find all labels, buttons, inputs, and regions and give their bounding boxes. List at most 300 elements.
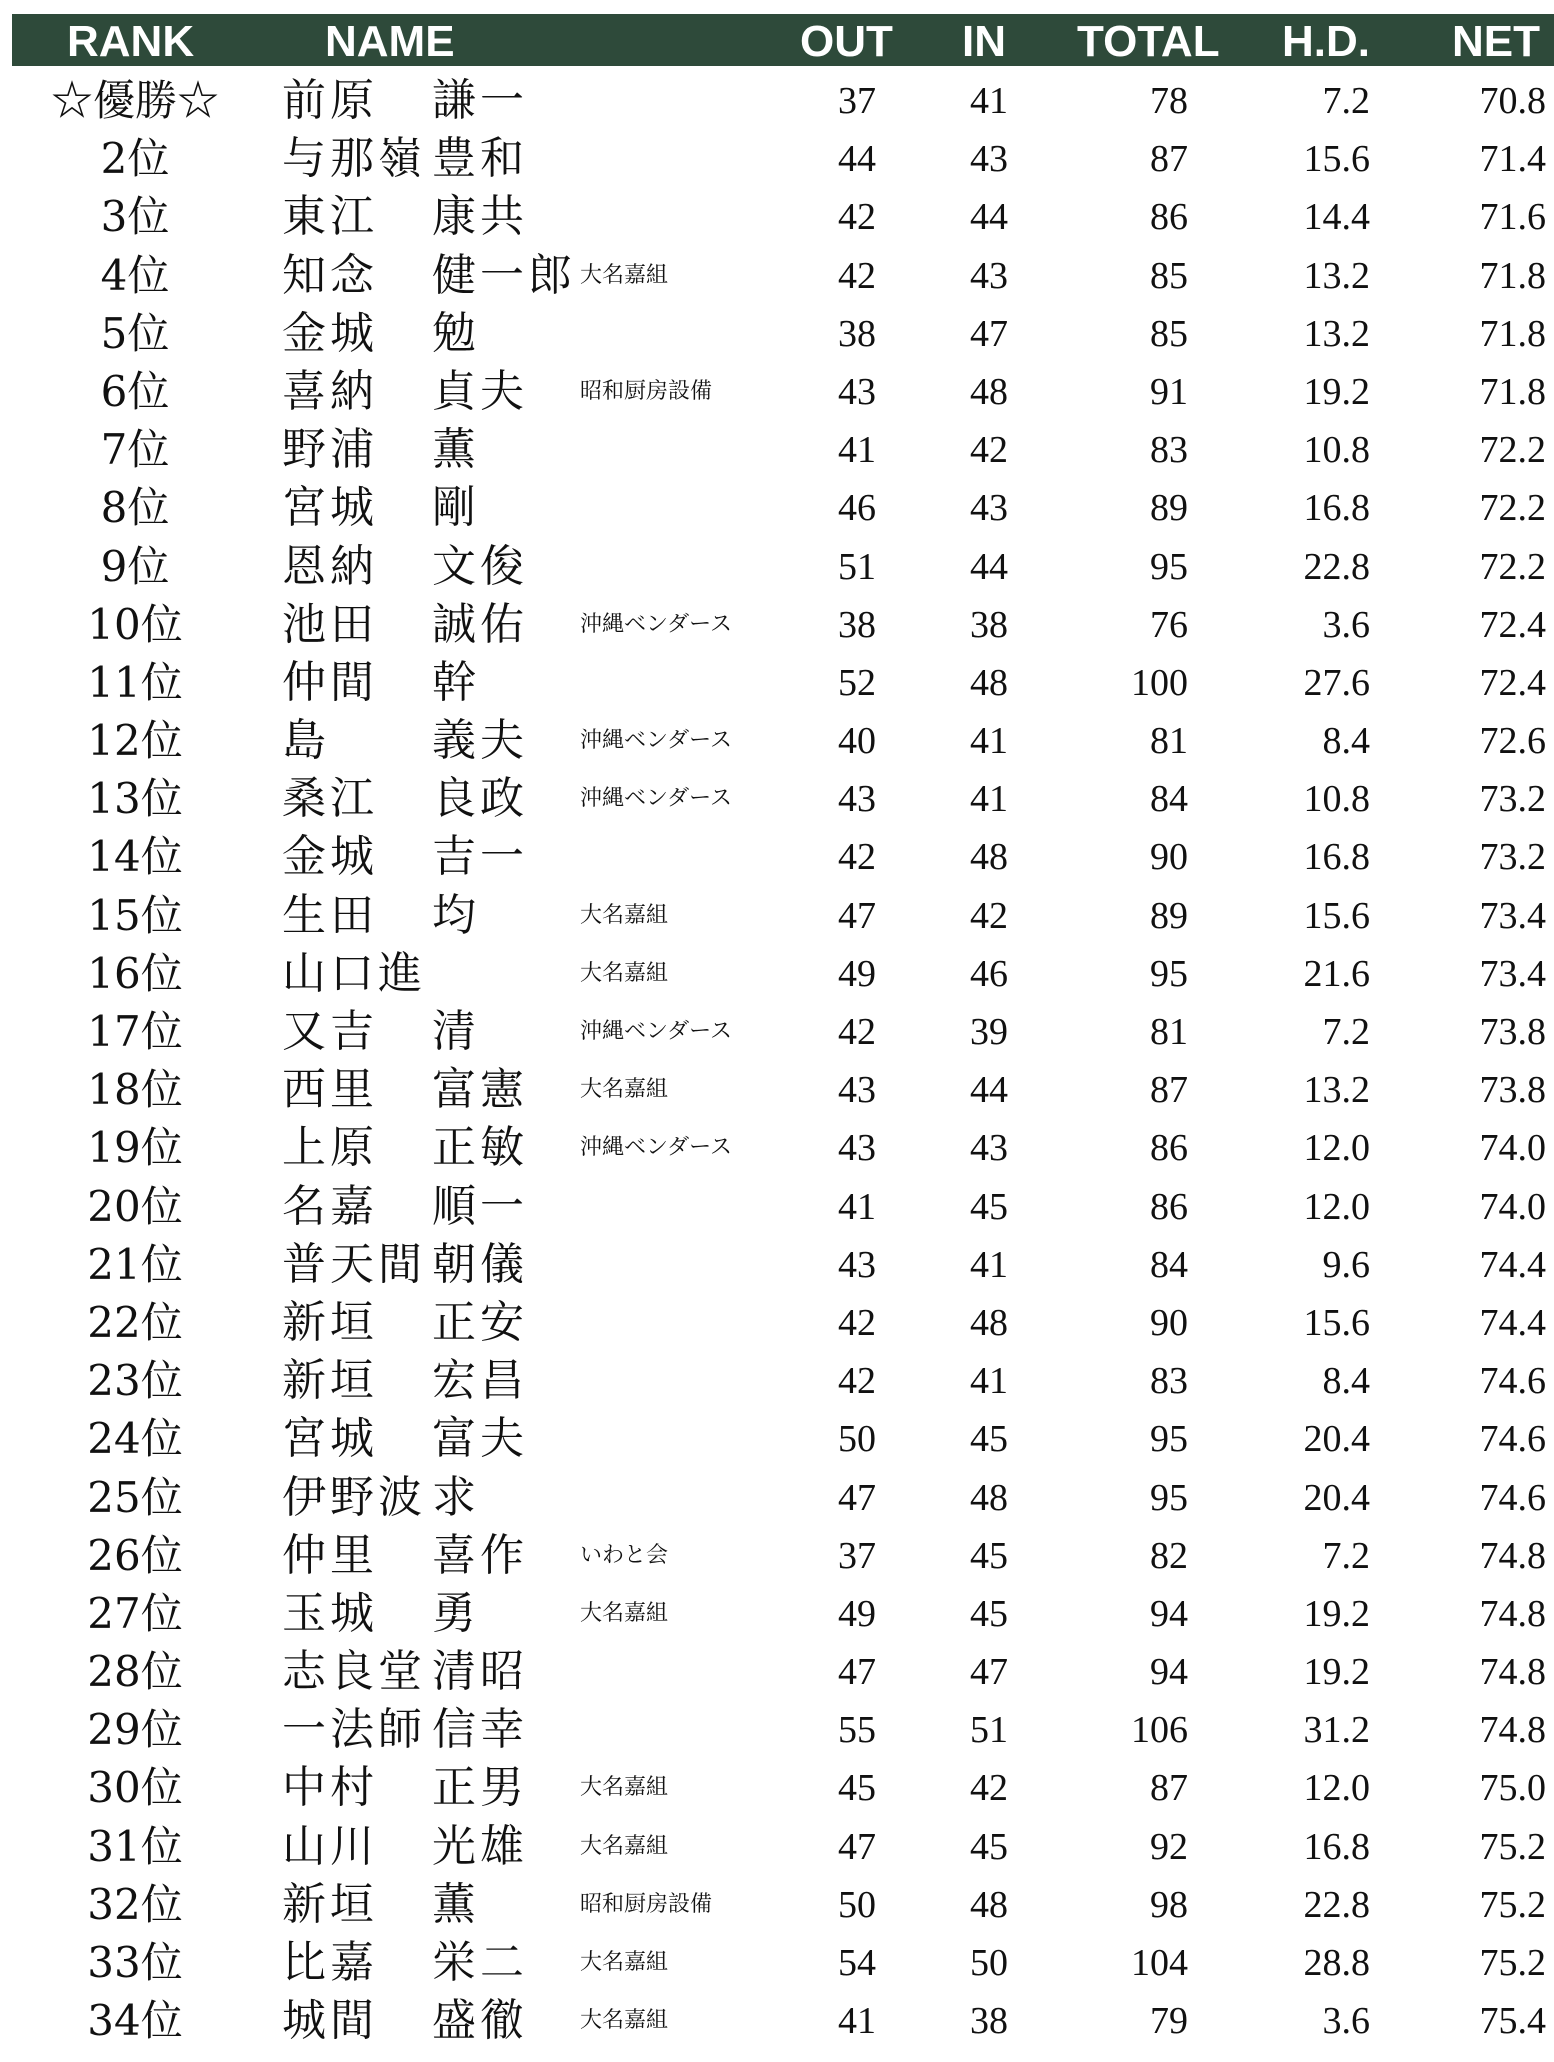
header-rank: RANK bbox=[67, 17, 195, 66]
table-row bbox=[0, 130, 1554, 188]
in-score-cell: 47 bbox=[970, 312, 1008, 355]
net-score-cell: 74.4 bbox=[1479, 1301, 1546, 1344]
out-score-cell: 49 bbox=[838, 952, 876, 995]
handicap-cell: 19.2 bbox=[1303, 1592, 1370, 1635]
net-score-cell: 74.0 bbox=[1479, 1127, 1546, 1170]
table-row bbox=[0, 1061, 1554, 1119]
handicap-cell: 28.8 bbox=[1303, 1942, 1370, 1984]
surname-cell: 野浦 bbox=[282, 424, 378, 476]
net-score-cell: 73.8 bbox=[1479, 1011, 1546, 1053]
total-score-cell: 86 bbox=[1150, 1185, 1188, 1228]
rank-cell: 17位 bbox=[87, 1007, 183, 1056]
in-score-cell: 38 bbox=[970, 2000, 1008, 2043]
out-score-cell: 42 bbox=[838, 836, 876, 879]
net-score-cell: 75.4 bbox=[1479, 2000, 1546, 2043]
handicap-cell: 15.6 bbox=[1303, 138, 1370, 181]
in-score-cell: 48 bbox=[970, 1883, 1008, 1926]
total-score-cell: 83 bbox=[1150, 429, 1188, 472]
rank-cell: 15位 bbox=[87, 890, 183, 940]
out-score-cell: 41 bbox=[838, 429, 876, 472]
in-score-cell: 43 bbox=[970, 254, 1008, 297]
total-score-cell: 95 bbox=[1150, 1476, 1188, 1519]
given-name-cell: 薫 bbox=[432, 424, 480, 476]
surname-cell: 新垣 bbox=[282, 1878, 378, 1930]
table-row bbox=[0, 1178, 1554, 1236]
given-name-cell: 清 bbox=[432, 1006, 480, 1057]
rank-cell: 26位 bbox=[87, 1530, 183, 1580]
handicap-cell: 20.4 bbox=[1303, 1476, 1370, 1519]
surname-cell: 池田 bbox=[282, 598, 378, 650]
in-score-cell: 42 bbox=[970, 429, 1008, 472]
table-row bbox=[0, 1818, 1554, 1876]
net-score-cell: 72.4 bbox=[1479, 603, 1546, 646]
net-score-cell: 73.2 bbox=[1479, 836, 1546, 879]
net-score-cell: 75.0 bbox=[1479, 1767, 1546, 1810]
organization-cell: 大名嘉組 bbox=[580, 902, 669, 928]
surname-cell: 志良堂 bbox=[282, 1646, 426, 1698]
given-name-cell: 正敏 bbox=[432, 1122, 528, 1174]
table-row bbox=[0, 770, 1554, 828]
net-score-cell: 74.8 bbox=[1479, 1709, 1546, 1752]
in-score-cell: 42 bbox=[970, 894, 1008, 937]
out-score-cell: 43 bbox=[838, 1243, 876, 1286]
total-score-cell: 86 bbox=[1150, 196, 1188, 239]
net-score-cell: 72.6 bbox=[1479, 720, 1546, 763]
header-in: IN bbox=[962, 17, 1006, 66]
handicap-cell: 3.6 bbox=[1322, 603, 1370, 646]
out-score-cell: 42 bbox=[838, 1301, 876, 1344]
given-name-cell: 康共 bbox=[432, 191, 528, 243]
surname-cell: 与那嶺 bbox=[282, 133, 426, 185]
in-score-cell: 38 bbox=[970, 603, 1008, 646]
handicap-cell: 15.6 bbox=[1303, 894, 1370, 937]
table-row bbox=[0, 596, 1554, 654]
header-name: NAME bbox=[325, 17, 455, 66]
in-score-cell: 51 bbox=[970, 1709, 1008, 1752]
net-score-cell: 74.8 bbox=[1479, 1651, 1546, 1694]
net-score-cell: 74.6 bbox=[1479, 1360, 1546, 1403]
total-score-cell: 81 bbox=[1150, 720, 1188, 763]
table-row bbox=[0, 538, 1554, 596]
out-score-cell: 43 bbox=[838, 370, 876, 413]
surname-cell: 桑江 bbox=[282, 773, 378, 825]
rank-cell: 7位 bbox=[100, 425, 170, 475]
total-score-cell: 84 bbox=[1150, 778, 1188, 821]
out-score-cell: 54 bbox=[838, 1942, 876, 1984]
out-score-cell: 41 bbox=[838, 2000, 876, 2043]
net-score-cell: 74.6 bbox=[1479, 1476, 1546, 1519]
total-score-cell: 82 bbox=[1150, 1534, 1188, 1577]
rank-cell: 3位 bbox=[100, 192, 170, 242]
in-score-cell: 43 bbox=[970, 487, 1008, 530]
rank-cell: 21位 bbox=[87, 1239, 183, 1289]
surname-cell: 知念 bbox=[282, 249, 378, 301]
surname-cell: 新垣 bbox=[282, 1355, 378, 1407]
net-score-cell: 71.6 bbox=[1479, 196, 1546, 239]
organization-cell: いわと会 bbox=[580, 1542, 669, 1568]
given-name-cell: 良政 bbox=[432, 773, 528, 825]
in-score-cell: 45 bbox=[970, 1185, 1008, 1228]
organization-cell: 昭和厨房設備 bbox=[580, 378, 713, 404]
total-score-cell: 85 bbox=[1150, 312, 1188, 355]
total-score-cell: 78 bbox=[1150, 80, 1188, 122]
out-score-cell: 43 bbox=[838, 1069, 876, 1112]
surname-cell: 恩納 bbox=[282, 540, 378, 592]
handicap-cell: 8.4 bbox=[1322, 1360, 1370, 1403]
organization-cell: 大名嘉組 bbox=[580, 1775, 669, 1801]
given-name-cell: 朝儀 bbox=[432, 1238, 528, 1290]
rank-cell: 9位 bbox=[100, 541, 170, 591]
handicap-cell: 19.2 bbox=[1303, 1651, 1370, 1694]
handicap-cell: 12.0 bbox=[1303, 1127, 1370, 1170]
surname-cell: 新垣 bbox=[282, 1296, 378, 1348]
total-score-cell: 90 bbox=[1150, 836, 1188, 879]
out-score-cell: 52 bbox=[838, 661, 876, 704]
given-name-cell: 義夫 bbox=[432, 715, 528, 767]
handicap-cell: 12.0 bbox=[1303, 1185, 1370, 1228]
table-row bbox=[0, 1527, 1554, 1585]
in-score-cell: 43 bbox=[970, 1127, 1008, 1170]
rank-cell: 8位 bbox=[100, 483, 170, 533]
total-score-cell: 95 bbox=[1150, 545, 1188, 588]
in-score-cell: 42 bbox=[970, 1767, 1008, 1810]
handicap-cell: 7.2 bbox=[1322, 80, 1370, 122]
given-name-cell: 文俊 bbox=[432, 540, 528, 592]
out-score-cell: 43 bbox=[838, 778, 876, 821]
total-score-cell: 87 bbox=[1150, 1767, 1188, 1810]
surname-cell: 一法師 bbox=[282, 1704, 426, 1756]
given-name-cell: 順一 bbox=[432, 1180, 528, 1232]
table-row bbox=[0, 1934, 1554, 1992]
table-row bbox=[0, 363, 1554, 421]
table-row bbox=[0, 1701, 1554, 1759]
rank-cell: 25位 bbox=[87, 1472, 183, 1522]
handicap-cell: 22.8 bbox=[1303, 1883, 1370, 1926]
handicap-cell: 13.2 bbox=[1303, 312, 1370, 355]
in-score-cell: 48 bbox=[970, 836, 1008, 879]
given-name-cell: 信幸 bbox=[432, 1704, 528, 1756]
table-row bbox=[0, 421, 1554, 479]
in-score-cell: 41 bbox=[970, 80, 1008, 122]
given-name-cell: 光雄 bbox=[432, 1820, 528, 1872]
surname-cell: 中村 bbox=[282, 1762, 378, 1814]
in-score-cell: 45 bbox=[970, 1534, 1008, 1577]
net-score-cell: 71.8 bbox=[1479, 312, 1546, 355]
total-score-cell: 89 bbox=[1150, 894, 1188, 937]
net-score-cell: 72.4 bbox=[1479, 661, 1546, 704]
in-score-cell: 44 bbox=[970, 545, 1008, 588]
net-score-cell: 71.4 bbox=[1479, 138, 1546, 181]
in-score-cell: 48 bbox=[970, 661, 1008, 704]
table-row bbox=[0, 1410, 1554, 1468]
table-row bbox=[0, 479, 1554, 537]
total-score-cell: 87 bbox=[1150, 138, 1188, 181]
table-row bbox=[0, 247, 1554, 305]
rank-cell: 5位 bbox=[100, 308, 170, 358]
net-score-cell: 72.2 bbox=[1479, 487, 1546, 530]
table-row bbox=[0, 1759, 1554, 1817]
in-score-cell: 45 bbox=[970, 1825, 1008, 1868]
rank-cell: 14位 bbox=[87, 832, 183, 882]
in-score-cell: 47 bbox=[970, 1651, 1008, 1694]
out-score-cell: 42 bbox=[838, 1011, 876, 1053]
table-row bbox=[0, 654, 1554, 712]
table-row bbox=[0, 1119, 1554, 1177]
organization-cell: 大名嘉組 bbox=[580, 960, 669, 986]
net-score-cell: 74.8 bbox=[1479, 1534, 1546, 1577]
surname-cell: 西里 bbox=[282, 1064, 378, 1116]
rank-cell: 4位 bbox=[100, 250, 170, 300]
handicap-cell: 9.6 bbox=[1322, 1243, 1370, 1286]
table-row bbox=[0, 1876, 1554, 1934]
surname-cell: 上原 bbox=[282, 1122, 378, 1174]
rank-cell: 20位 bbox=[87, 1181, 183, 1231]
out-score-cell: 38 bbox=[838, 603, 876, 646]
total-score-cell: 95 bbox=[1150, 1418, 1188, 1461]
out-score-cell: 43 bbox=[838, 1127, 876, 1170]
given-name-cell: 剛 bbox=[432, 482, 480, 534]
handicap-cell: 21.6 bbox=[1303, 952, 1370, 995]
header-total: TOTAL bbox=[1077, 17, 1220, 66]
out-score-cell: 38 bbox=[838, 312, 876, 355]
given-name-cell: 盛徹 bbox=[432, 1995, 528, 2047]
table-row bbox=[0, 1236, 1554, 1294]
organization-cell: 大名嘉組 bbox=[580, 1833, 669, 1859]
handicap-cell: 20.4 bbox=[1303, 1418, 1370, 1461]
surname-cell: 宮城 bbox=[282, 482, 378, 534]
total-score-cell: 76 bbox=[1150, 603, 1188, 646]
rank-cell: 22位 bbox=[87, 1297, 183, 1347]
handicap-cell: 13.2 bbox=[1303, 1069, 1370, 1112]
table-row bbox=[0, 72, 1554, 130]
organization-cell: 大名嘉組 bbox=[580, 1600, 669, 1626]
surname-cell: 仲間 bbox=[282, 656, 378, 708]
given-name-cell: 正安 bbox=[432, 1296, 528, 1348]
total-score-cell: 79 bbox=[1150, 2000, 1188, 2043]
given-name-cell: 豊和 bbox=[432, 133, 528, 185]
in-score-cell: 48 bbox=[970, 1301, 1008, 1344]
out-score-cell: 40 bbox=[838, 720, 876, 763]
in-score-cell: 39 bbox=[970, 1011, 1008, 1053]
out-score-cell: 49 bbox=[838, 1592, 876, 1635]
given-name-cell: 求 bbox=[432, 1471, 480, 1523]
handicap-cell: 7.2 bbox=[1322, 1534, 1370, 1577]
table-row bbox=[0, 887, 1554, 945]
out-score-cell: 50 bbox=[838, 1418, 876, 1461]
in-score-cell: 43 bbox=[970, 138, 1008, 181]
out-score-cell: 45 bbox=[838, 1767, 876, 1810]
table-row bbox=[0, 1585, 1554, 1643]
organization-cell: 昭和厨房設備 bbox=[580, 1891, 713, 1917]
rank-cell: 29位 bbox=[87, 1705, 183, 1755]
rank-cell: 23位 bbox=[87, 1356, 183, 1406]
table-row bbox=[0, 305, 1554, 363]
organization-cell: 沖縄ベンダース bbox=[580, 1019, 733, 1044]
net-score-cell: 71.8 bbox=[1479, 254, 1546, 297]
table-row bbox=[0, 1643, 1554, 1701]
surname-cell: 山川 bbox=[282, 1820, 378, 1872]
out-score-cell: 42 bbox=[838, 196, 876, 239]
rank-cell: 32位 bbox=[87, 1879, 183, 1929]
rank-cell: 16位 bbox=[87, 948, 183, 998]
out-score-cell: 37 bbox=[838, 1534, 876, 1577]
total-score-cell: 81 bbox=[1150, 1011, 1188, 1053]
total-score-cell: 91 bbox=[1150, 370, 1188, 413]
rank-cell: ☆優勝☆ bbox=[50, 76, 219, 125]
table-row bbox=[0, 188, 1554, 246]
net-score-cell: 74.8 bbox=[1479, 1592, 1546, 1635]
organization-cell: 沖縄ベンダース bbox=[580, 611, 733, 637]
surname-cell: 金城 bbox=[282, 307, 378, 359]
total-score-cell: 94 bbox=[1150, 1592, 1188, 1635]
in-score-cell: 44 bbox=[970, 196, 1008, 239]
table-row bbox=[0, 1003, 1554, 1061]
given-name-cell: 富夫 bbox=[432, 1413, 528, 1465]
total-score-cell: 94 bbox=[1150, 1651, 1188, 1694]
out-score-cell: 41 bbox=[838, 1185, 876, 1228]
total-score-cell: 86 bbox=[1150, 1127, 1188, 1170]
rank-cell: 2位 bbox=[100, 134, 170, 184]
table-row bbox=[0, 1352, 1554, 1410]
in-score-cell: 41 bbox=[970, 1243, 1008, 1286]
in-score-cell: 41 bbox=[970, 1360, 1008, 1403]
net-score-cell: 71.8 bbox=[1479, 370, 1546, 413]
net-score-cell: 72.2 bbox=[1479, 545, 1546, 588]
out-score-cell: 37 bbox=[838, 80, 876, 122]
surname-cell: 玉城 bbox=[282, 1587, 378, 1639]
in-score-cell: 45 bbox=[970, 1592, 1008, 1635]
table-row bbox=[0, 1469, 1554, 1527]
rank-cell: 24位 bbox=[87, 1414, 183, 1464]
surname-cell: 山口進 bbox=[282, 947, 426, 999]
handicap-cell: 3.6 bbox=[1322, 2000, 1370, 2043]
given-name-cell: 栄二 bbox=[432, 1937, 528, 1988]
given-name-cell: 清昭 bbox=[432, 1646, 528, 1698]
handicap-cell: 15.6 bbox=[1303, 1301, 1370, 1344]
surname-cell: 又吉 bbox=[282, 1006, 378, 1057]
rank-cell: 27位 bbox=[87, 1588, 183, 1638]
handicap-cell: 10.8 bbox=[1303, 778, 1370, 821]
handicap-cell: 8.4 bbox=[1322, 720, 1370, 763]
surname-cell: 生田 bbox=[282, 889, 378, 941]
header-net: NET bbox=[1452, 17, 1540, 66]
rank-cell: 19位 bbox=[87, 1123, 183, 1173]
rank-cell: 33位 bbox=[87, 1938, 183, 1987]
total-score-cell: 85 bbox=[1150, 254, 1188, 297]
rank-cell: 6位 bbox=[100, 366, 170, 416]
net-score-cell: 75.2 bbox=[1479, 1883, 1546, 1926]
surname-cell: 前原 bbox=[282, 75, 378, 126]
given-name-cell: 喜作 bbox=[432, 1529, 528, 1581]
in-score-cell: 48 bbox=[970, 1476, 1008, 1519]
in-score-cell: 45 bbox=[970, 1418, 1008, 1461]
out-score-cell: 47 bbox=[838, 1825, 876, 1868]
header-out: OUT bbox=[800, 17, 893, 66]
given-name-cell: 勇 bbox=[432, 1587, 480, 1639]
net-score-cell: 70.8 bbox=[1479, 80, 1546, 122]
surname-cell: 東江 bbox=[282, 191, 378, 243]
handicap-cell: 16.8 bbox=[1303, 487, 1370, 530]
table-row bbox=[0, 945, 1554, 1003]
table-row bbox=[0, 1294, 1554, 1352]
organization-cell: 沖縄ベンダース bbox=[580, 786, 733, 812]
rank-cell: 31位 bbox=[87, 1821, 183, 1871]
total-score-cell: 104 bbox=[1131, 1942, 1188, 1984]
total-score-cell: 100 bbox=[1131, 661, 1188, 704]
rank-cell: 18位 bbox=[87, 1065, 183, 1115]
net-score-cell: 75.2 bbox=[1479, 1942, 1546, 1984]
surname-cell: 金城 bbox=[282, 831, 378, 883]
table-row bbox=[0, 828, 1554, 886]
rank-cell: 13位 bbox=[87, 774, 183, 824]
given-name-cell: 吉一 bbox=[432, 831, 528, 883]
total-score-cell: 89 bbox=[1150, 487, 1188, 530]
total-score-cell: 98 bbox=[1150, 1883, 1188, 1926]
given-name-cell: 薫 bbox=[432, 1878, 480, 1930]
header-hd: H.D. bbox=[1282, 17, 1370, 66]
out-score-cell: 42 bbox=[838, 254, 876, 297]
handicap-cell: 27.6 bbox=[1303, 661, 1370, 704]
handicap-cell: 19.2 bbox=[1303, 370, 1370, 413]
surname-cell: 伊野波 bbox=[282, 1471, 426, 1523]
in-score-cell: 48 bbox=[970, 370, 1008, 413]
surname-cell: 島 bbox=[282, 715, 330, 767]
organization-cell: 大名嘉組 bbox=[580, 1950, 669, 1975]
organization-cell: 大名嘉組 bbox=[580, 1077, 669, 1103]
given-name-cell: 貞夫 bbox=[432, 365, 528, 417]
rank-cell: 30位 bbox=[87, 1763, 183, 1813]
handicap-cell: 16.8 bbox=[1303, 836, 1370, 879]
handicap-cell: 7.2 bbox=[1322, 1011, 1370, 1053]
given-name-cell: 誠佑 bbox=[432, 598, 528, 650]
given-name-cell: 富憲 bbox=[432, 1064, 528, 1116]
out-score-cell: 55 bbox=[838, 1709, 876, 1752]
total-score-cell: 106 bbox=[1131, 1709, 1188, 1752]
given-name-cell: 勉 bbox=[432, 307, 480, 359]
surname-cell: 名嘉 bbox=[282, 1180, 378, 1232]
results-table-body bbox=[0, 72, 1554, 2050]
out-score-cell: 47 bbox=[838, 894, 876, 937]
given-name-cell: 正男 bbox=[432, 1762, 528, 1814]
net-score-cell: 74.4 bbox=[1479, 1243, 1546, 1286]
organization-cell: 大名嘉組 bbox=[580, 262, 669, 288]
in-score-cell: 41 bbox=[970, 778, 1008, 821]
rank-cell: 28位 bbox=[87, 1647, 183, 1697]
total-score-cell: 95 bbox=[1150, 952, 1188, 995]
surname-cell: 普天間 bbox=[282, 1238, 426, 1290]
table-header bbox=[12, 14, 1554, 66]
surname-cell: 喜納 bbox=[282, 365, 378, 417]
net-score-cell: 74.6 bbox=[1479, 1418, 1546, 1461]
organization-cell: 大名嘉組 bbox=[580, 2008, 669, 2034]
given-name-cell: 謙一 bbox=[432, 75, 528, 126]
net-score-cell: 73.4 bbox=[1479, 894, 1546, 937]
out-score-cell: 44 bbox=[838, 138, 876, 181]
handicap-cell: 22.8 bbox=[1303, 545, 1370, 588]
in-score-cell: 41 bbox=[970, 720, 1008, 763]
net-score-cell: 75.2 bbox=[1479, 1825, 1546, 1868]
given-name-cell: 均 bbox=[432, 889, 480, 941]
surname-cell: 仲里 bbox=[282, 1529, 378, 1581]
given-name-cell: 宏昌 bbox=[432, 1355, 528, 1407]
net-score-cell: 73.4 bbox=[1479, 952, 1546, 995]
rank-cell: 12位 bbox=[87, 716, 183, 766]
out-score-cell: 42 bbox=[838, 1360, 876, 1403]
handicap-cell: 16.8 bbox=[1303, 1825, 1370, 1868]
total-score-cell: 87 bbox=[1150, 1069, 1188, 1112]
organization-cell: 沖縄ベンダース bbox=[580, 1135, 733, 1161]
table-row bbox=[0, 1992, 1554, 2050]
